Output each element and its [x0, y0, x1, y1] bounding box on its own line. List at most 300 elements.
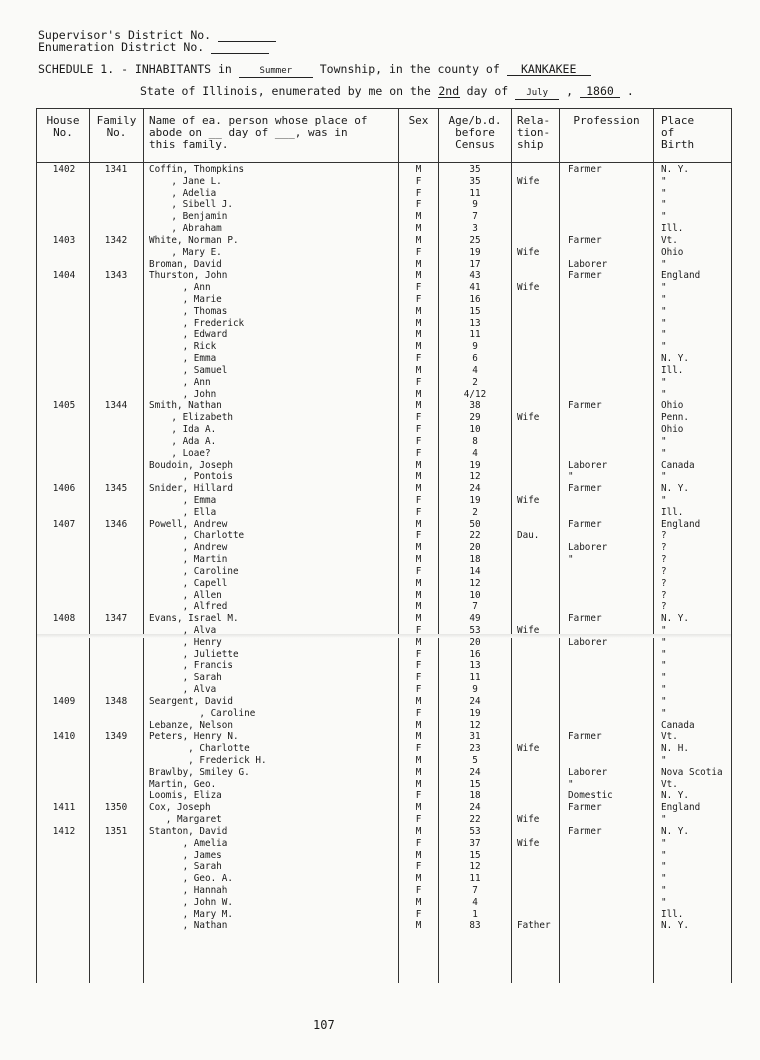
age-cell: 43 — [469, 270, 481, 282]
sex-cell: M — [415, 459, 422, 471]
birthplace-cell: " — [661, 282, 667, 294]
person-name-cell: Evans, Israel M. — [149, 613, 239, 625]
person-name-cell: , Sarah — [149, 672, 222, 684]
birthplace-cell: " — [661, 341, 667, 353]
birthplace-cell: " — [661, 175, 667, 187]
age-cell: 11 — [469, 187, 481, 199]
birthplace-cell: Ohio — [661, 400, 684, 412]
relationship-cell: Wife — [517, 282, 540, 294]
age-cell: 7 — [472, 601, 478, 613]
age-cell: 16 — [469, 294, 481, 306]
age-cell: 4 — [472, 364, 478, 376]
person-name-cell: , Benjamin — [149, 211, 228, 223]
sex-cell: F — [415, 246, 422, 258]
sex-cell: M — [415, 164, 422, 175]
age-cell: 83 — [469, 920, 481, 932]
sex-cell: M — [415, 270, 422, 282]
age-cell: 17 — [469, 258, 481, 270]
relationship-cell: Wife — [517, 624, 540, 636]
birthplace-cell: " — [661, 258, 667, 270]
sex-cell: F — [415, 684, 422, 696]
birthplace-cell: " — [661, 636, 667, 648]
person-name-cell: Smith, Nathan — [149, 400, 222, 412]
birthplace-cell: " — [661, 494, 667, 506]
person-name-cell: Loomis, Eliza — [149, 790, 222, 802]
birthplace-cell: " — [661, 684, 667, 696]
age-cell: 19 — [469, 459, 481, 471]
sex-cell: F — [415, 707, 422, 719]
profession-cell: Laborer — [568, 542, 608, 554]
age-cell: 3 — [472, 223, 478, 235]
sex-cell: F — [415, 530, 422, 542]
col-header-family: Family No. — [96, 114, 137, 139]
birthplace-cell: " — [661, 187, 667, 199]
person-name-cell: , Edward — [149, 329, 228, 341]
person-name-cell: , Mary M. — [149, 908, 233, 920]
age-cell: 22 — [469, 814, 481, 826]
person-name-cell: , Francis — [149, 660, 233, 672]
birthplace-cell: Ill. — [661, 506, 684, 518]
family-number-cell: 1347 — [104, 613, 128, 625]
sex-cell: F — [415, 814, 422, 826]
person-name-cell: , Abraham — [149, 223, 222, 235]
person-name-cell: , Jane L. — [149, 175, 222, 187]
birthplace-cell: Canada — [661, 719, 695, 731]
age-cell: 20 — [469, 542, 481, 554]
age-cell: 31 — [469, 731, 481, 743]
age-cell: 10 — [469, 424, 481, 436]
family-number-cell: 1349 — [104, 731, 128, 743]
sex-cell: M — [415, 825, 422, 837]
profession-cell: " — [568, 778, 574, 790]
sex-cell: F — [415, 565, 422, 577]
person-name-cell: , Allen — [149, 589, 222, 601]
relationship-cell: Wife — [517, 494, 540, 506]
family-number-cell: 1351 — [104, 825, 128, 837]
sex-cell: F — [415, 294, 422, 306]
age-cell: 2 — [472, 506, 478, 518]
birthplace-cell: N. Y. — [661, 790, 689, 802]
person-name-cell: Martin, Geo. — [149, 778, 217, 790]
sex-cell: M — [415, 400, 422, 412]
birthplace-cell: N. Y. — [661, 353, 689, 365]
birthplace-cell: Ill. — [661, 908, 684, 920]
sex-cell: M — [415, 849, 422, 861]
person-name-cell: , Hannah — [149, 885, 228, 897]
profession-cell: Farmer — [568, 825, 602, 837]
sex-cell: M — [415, 223, 422, 235]
birthplace-cell: " — [661, 885, 667, 897]
birthplace-cell: N. H. — [661, 743, 689, 755]
age-cell: 19 — [469, 246, 481, 258]
sex-cell: M — [415, 234, 422, 246]
person-name-cell: , Nathan — [149, 920, 228, 932]
birthplace-cell: Vt. — [661, 234, 678, 246]
sex-cell: F — [415, 790, 422, 802]
sex-cell: M — [415, 329, 422, 341]
age-cell: 38 — [469, 400, 481, 412]
birthplace-cell: N. Y. — [661, 920, 689, 932]
schedule-line — [38, 62, 591, 78]
age-cell: 35 — [469, 164, 481, 175]
person-name-cell: , Sarah — [149, 861, 222, 873]
township-label: Township, in the county of — [319, 62, 500, 76]
sex-cell: M — [415, 554, 422, 566]
sex-cell: M — [415, 719, 422, 731]
sex-cell: F — [415, 353, 422, 365]
sex-cell: F — [415, 624, 422, 636]
county-value: KANKAKEE — [507, 63, 591, 76]
sex-cell: M — [415, 258, 422, 270]
relationship-cell: Dau. — [517, 530, 540, 542]
profession-cell: " — [568, 471, 574, 483]
sex-cell: M — [415, 896, 422, 908]
age-cell: 16 — [469, 648, 481, 660]
person-name-cell: , Rick — [149, 341, 217, 353]
profession-cell: Farmer — [568, 483, 602, 495]
sex-cell: F — [415, 506, 422, 518]
house-number-cell: 1410 — [52, 731, 76, 743]
age-cell: 49 — [469, 613, 481, 625]
age-cell: 12 — [469, 861, 481, 873]
birthplace-cell: " — [661, 755, 667, 766]
family-number-cell: 1341 — [104, 164, 128, 175]
house-number-cell: 1411 — [52, 802, 76, 814]
person-name-cell: , Frederick H. — [149, 755, 267, 766]
state-label: State of Illinois, enumerated by me on the — [140, 84, 431, 98]
age-cell: 2 — [472, 376, 478, 388]
sex-cell: F — [415, 648, 422, 660]
month-value: July — [515, 87, 559, 100]
sex-cell: F — [415, 837, 422, 849]
age-cell: 23 — [469, 743, 481, 755]
birthplace-cell: N. Y. — [661, 825, 689, 837]
age-cell: 18 — [469, 790, 481, 802]
sex-cell: M — [415, 317, 422, 329]
column-divider — [511, 109, 512, 983]
age-cell: 9 — [472, 341, 478, 353]
age-cell: 19 — [469, 494, 481, 506]
person-name-cell: , Ida A. — [149, 424, 217, 436]
person-name-cell: , Loae? — [149, 447, 211, 459]
person-name-cell: , Pontois — [149, 471, 233, 483]
profession-cell: Laborer — [568, 258, 608, 270]
profession-cell: Farmer — [568, 234, 602, 246]
enumeration-district-line — [38, 40, 269, 54]
person-name-cell: , Martin — [149, 554, 228, 566]
sex-cell: M — [415, 471, 422, 483]
house-number-cell: 1408 — [52, 613, 76, 625]
person-name-cell: , Margaret — [149, 814, 222, 826]
sex-cell: M — [415, 483, 422, 495]
house-number-cell: 1409 — [52, 695, 76, 707]
age-cell: 1 — [472, 908, 478, 920]
person-name-cell: Boudoin, Joseph — [149, 459, 233, 471]
age-cell: 25 — [469, 234, 481, 246]
age-cell: 15 — [469, 778, 481, 790]
age-cell: 7 — [472, 211, 478, 223]
birthplace-cell: " — [661, 305, 667, 317]
person-name-cell: , Charlotte — [149, 743, 250, 755]
sex-cell: F — [415, 861, 422, 873]
col-header-birthplace: Place of Birth — [661, 114, 695, 151]
person-name-cell: Snider, Hillard — [149, 483, 233, 495]
sex-cell: F — [415, 743, 422, 755]
profession-cell: " — [568, 554, 574, 566]
age-cell: 15 — [469, 849, 481, 861]
birthplace-cell: N. Y. — [661, 613, 689, 625]
age-cell: 4 — [472, 447, 478, 459]
sex-cell: M — [415, 577, 422, 589]
profession-cell: Laborer — [568, 766, 608, 778]
person-name-cell: Cox, Joseph — [149, 802, 211, 814]
sex-cell: M — [415, 873, 422, 885]
age-cell: 11 — [469, 873, 481, 885]
person-name-cell: Peters, Henry N. — [149, 731, 239, 743]
sex-cell: M — [415, 778, 422, 790]
relationship-cell: Wife — [517, 814, 540, 826]
supervisor-district-label: Supervisor's District No. — [38, 28, 212, 42]
relationship-cell: Wife — [517, 743, 540, 755]
sex-cell: M — [415, 636, 422, 648]
age-cell: 37 — [469, 837, 481, 849]
person-name-cell: , Samuel — [149, 364, 228, 376]
person-name-cell: Brawlby, Smiley G. — [149, 766, 250, 778]
sex-cell: M — [415, 695, 422, 707]
birthplace-cell: " — [661, 873, 667, 885]
profession-cell: Farmer — [568, 518, 602, 530]
header-divider — [37, 162, 731, 163]
birthplace-cell: " — [661, 447, 667, 459]
age-cell: 10 — [469, 589, 481, 601]
sex-cell: M — [415, 731, 422, 743]
census-table — [36, 108, 732, 983]
family-number-cell: 1345 — [104, 483, 128, 495]
birthplace-cell: Ohio — [661, 424, 684, 436]
person-name-cell: , Frederick — [149, 317, 245, 329]
sex-cell: M — [415, 589, 422, 601]
age-cell: 12 — [469, 471, 481, 483]
sex-cell: M — [415, 341, 422, 353]
person-name-cell: White, Norman P. — [149, 234, 239, 246]
sex-cell: M — [415, 364, 422, 376]
age-cell: 18 — [469, 554, 481, 566]
age-cell: 4/12 — [463, 388, 487, 400]
person-name-cell: , Geo. A. — [149, 873, 233, 885]
age-cell: 50 — [469, 518, 481, 530]
age-cell: 8 — [472, 435, 478, 447]
birthplace-cell: ? — [661, 542, 667, 554]
person-name-cell: , Emma — [149, 353, 217, 365]
family-number-cell: 1350 — [104, 802, 128, 814]
age-cell: 24 — [469, 766, 481, 778]
person-name-cell: Stanton, David — [149, 825, 228, 837]
person-name-cell: , Elizabeth — [149, 412, 233, 424]
birthplace-cell: " — [661, 648, 667, 660]
state-line: State of Illinois, enumerated by me on the 2nd day of July , 1860 . — [140, 84, 634, 98]
column-divider — [89, 109, 90, 983]
person-name-cell: , Amelia — [149, 837, 228, 849]
age-cell: 20 — [469, 636, 481, 648]
person-name-cell: , Juliette — [149, 648, 239, 660]
age-cell: 13 — [469, 660, 481, 672]
relationship-cell: Wife — [517, 246, 540, 258]
profession-cell: Farmer — [568, 164, 602, 175]
age-cell: 9 — [472, 199, 478, 211]
birthplace-cell: N. Y. — [661, 164, 689, 175]
person-name-cell: Broman, David — [149, 258, 222, 270]
profession-cell: Farmer — [568, 400, 602, 412]
sex-cell: F — [415, 672, 422, 684]
age-cell: 29 — [469, 412, 481, 424]
birthplace-cell: Nova Scotia — [661, 766, 723, 778]
person-name-cell: , Ann — [149, 376, 211, 388]
person-name-cell: , Capell — [149, 577, 228, 589]
sex-cell: M — [415, 542, 422, 554]
birthplace-cell: Canada — [661, 459, 695, 471]
birthplace-cell: " — [661, 814, 667, 826]
sex-cell: M — [415, 305, 422, 317]
profession-cell: Laborer — [568, 459, 608, 471]
birthplace-cell: " — [661, 329, 667, 341]
house-number-cell: 1404 — [52, 270, 76, 282]
person-name-cell: Powell, Andrew — [149, 518, 228, 530]
age-cell: 24 — [469, 802, 481, 814]
person-name-cell: , Charlotte — [149, 530, 245, 542]
sex-cell: F — [415, 885, 422, 897]
birthplace-cell: " — [661, 211, 667, 223]
birthplace-cell: " — [661, 707, 667, 719]
age-cell: 7 — [472, 885, 478, 897]
person-name-cell: Seargent, David — [149, 695, 233, 707]
age-cell: 6 — [472, 353, 478, 365]
sex-cell: F — [415, 660, 422, 672]
profession-cell: Laborer — [568, 636, 608, 648]
profession-cell: Farmer — [568, 613, 602, 625]
birthplace-cell: " — [661, 837, 667, 849]
house-number-cell: 1403 — [52, 234, 76, 246]
page-number: 107 — [313, 1018, 335, 1032]
age-cell: 9 — [472, 684, 478, 696]
age-cell: 12 — [469, 719, 481, 731]
col-header-name: Name of ea. person whose place of abode on __ day of ___, was in this family. — [149, 114, 368, 151]
birthplace-cell: " — [661, 660, 667, 672]
birthplace-cell: England — [661, 518, 701, 530]
house-number-cell: 1402 — [52, 164, 76, 175]
birthplace-cell: ? — [661, 589, 667, 601]
birthplace-cell: " — [661, 471, 667, 483]
township-value: Summer — [239, 65, 313, 78]
profession-cell: Farmer — [568, 731, 602, 743]
relationship-cell: Father — [517, 920, 551, 932]
person-name-cell: , Adelia — [149, 187, 217, 199]
age-cell: 24 — [469, 695, 481, 707]
sex-cell: M — [415, 755, 422, 766]
profession-cell: Farmer — [568, 802, 602, 814]
person-name-cell: , Marie — [149, 294, 222, 306]
birthplace-cell: Penn. — [661, 412, 689, 424]
sex-cell: F — [415, 424, 422, 436]
birthplace-cell: ? — [661, 530, 667, 542]
age-cell: 12 — [469, 577, 481, 589]
birthplace-cell: " — [661, 849, 667, 861]
birthplace-cell: " — [661, 695, 667, 707]
day-value: 2nd — [438, 84, 460, 98]
birthplace-cell: England — [661, 270, 701, 282]
birthplace-cell: " — [661, 388, 667, 400]
birthplace-cell: " — [661, 672, 667, 684]
birthplace-cell: " — [661, 435, 667, 447]
year-value: 1860 — [580, 85, 620, 98]
age-cell: 13 — [469, 317, 481, 329]
sex-cell: M — [415, 613, 422, 625]
relationship-cell: Wife — [517, 412, 540, 424]
birthplace-cell: " — [661, 861, 667, 873]
family-number-cell: 1344 — [104, 400, 128, 412]
sex-cell: F — [415, 175, 422, 187]
col-header-sex: Sex — [408, 114, 429, 127]
birthplace-cell: ? — [661, 601, 667, 613]
birthplace-cell: Ill. — [661, 364, 684, 376]
person-name-cell: , John W. — [149, 896, 233, 908]
person-name-cell: Thurston, John — [149, 270, 228, 282]
family-number-cell: 1346 — [104, 518, 128, 530]
person-name-cell: , Alfred — [149, 601, 228, 613]
sex-cell: M — [415, 920, 422, 932]
age-cell: 5 — [472, 755, 478, 766]
sex-cell: M — [415, 518, 422, 530]
enumeration-district-blank — [211, 41, 269, 54]
col-header-age: Age/b.d. before Census — [448, 114, 502, 151]
age-cell: 22 — [469, 530, 481, 542]
column-divider — [559, 109, 560, 983]
person-name-cell: , Sibell J. — [149, 199, 233, 211]
birthplace-cell: " — [661, 294, 667, 306]
person-name-cell: , Ann — [149, 282, 211, 294]
sex-cell: F — [415, 412, 422, 424]
sex-cell: F — [415, 282, 422, 294]
col-header-relationship: Rela- tion- ship — [517, 114, 551, 151]
birthplace-cell: Ohio — [661, 246, 684, 258]
family-number-cell: 1348 — [104, 695, 128, 707]
person-name-cell: , Caroline — [149, 565, 239, 577]
person-name-cell: Lebanze, Nelson — [149, 719, 233, 731]
person-name-cell: , Thomas — [149, 305, 228, 317]
relationship-cell: Wife — [517, 175, 540, 187]
sex-cell: M — [415, 388, 422, 400]
family-number-cell: 1343 — [104, 270, 128, 282]
col-header-profession: Profession — [573, 114, 640, 127]
birthplace-cell: N. Y. — [661, 483, 689, 495]
birthplace-cell: ? — [661, 577, 667, 589]
person-name-cell: , Henry — [149, 636, 222, 648]
age-cell: 4 — [472, 896, 478, 908]
age-cell: 15 — [469, 305, 481, 317]
sex-cell: F — [415, 908, 422, 920]
day-of-label: day of — [466, 84, 509, 98]
sex-cell: M — [415, 601, 422, 613]
sex-cell: M — [415, 802, 422, 814]
column-divider — [653, 109, 654, 983]
sex-cell: F — [415, 187, 422, 199]
birthplace-cell: ? — [661, 554, 667, 566]
house-number-cell: 1407 — [52, 518, 76, 530]
age-cell: 24 — [469, 483, 481, 495]
person-name-cell: Coffin, Thompkins — [149, 164, 245, 175]
profession-cell: Domestic — [568, 790, 613, 802]
house-number-cell: 1406 — [52, 483, 76, 495]
birthplace-cell: " — [661, 199, 667, 211]
